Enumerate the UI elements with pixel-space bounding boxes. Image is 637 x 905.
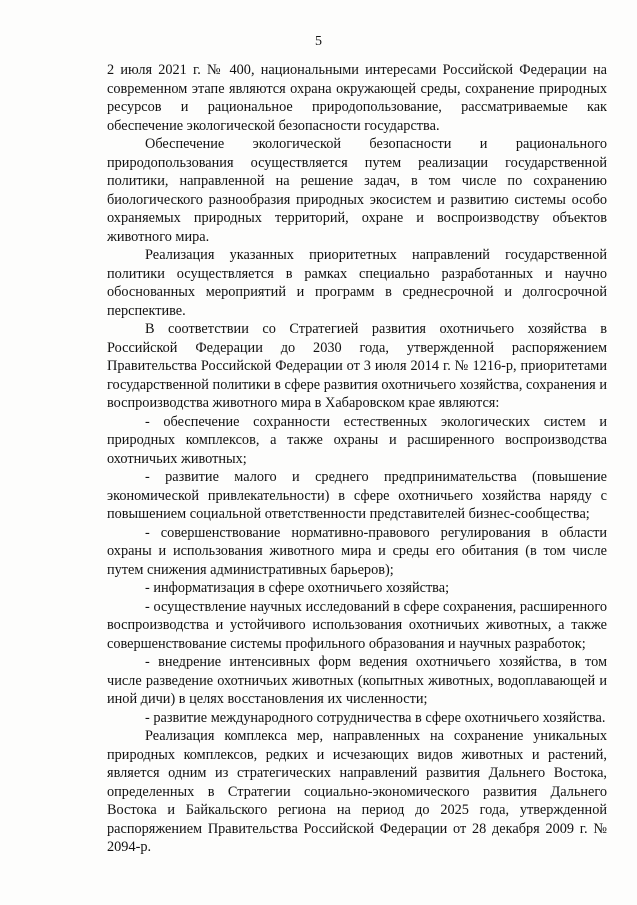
- paragraph-far-east-strategy: Реализация комплекса мер, направленных на сохранение уникальных природных комплексов, редких и исчезающих видов животных и растений, является одним из стратегических направлений развития Дальнего Востока, определенных в Стратегии социально-экономического развития Дальнего Востока и Байкальского региона на период до 2025 года, утвержденной распоряжением Правительства Российской Федерации от 28 декабря 2009 г. № 2094-р.: [107, 728, 607, 855]
- list-item: - информатизация в сфере охотничьего хозяйства;: [145, 580, 450, 596]
- list-item: - обеспечение сохранности естественных экологических систем и природных комплексов, а также охраны и расширенного воспроизводства охотничьих животных;: [107, 413, 607, 467]
- list-item: - развитие малого и среднего предпринимательства (повышение экономической привлекательности) в сфере охотничьего хозяйства наряду с повышением социальной ответственности представителей бизнес-сообщества;: [107, 469, 607, 522]
- document-body: [107, 61, 607, 857]
- page-number: 5: [315, 34, 322, 49]
- paragraph-ecological-safety: Обеспечение экологической безопасности и рационального природопользования осуществляется путем реализации государственной политики, направленной на решение задач, в том числе по сохранению биологического разнообразия природных экосистем и развитию системы особо охраняемых природных территорий, охране и воспроизводству объектов животного мира.: [107, 136, 607, 245]
- list-item: - развитие международного сотрудничества в сфере охотничьего хозяйства.: [145, 709, 606, 726]
- list-item: - осуществление научных исследований в сфере сохранения, расширенного воспроизводства и устойчивого использования охотничьих животных, а также совершенствование системы профильного образования и научных разработок;: [107, 598, 607, 652]
- paragraph-intro: 2 июля 2021 г. № 400, национальными интересами Российской Федерации на современном этапе являются охрана окружающей среды, сохранение природных ресурсов и рациональное природопользование, рассматриваемые как обеспечение экологической безопасности государства.: [107, 62, 607, 134]
- list-item: - внедрение интенсивных форм ведения охотничьего хозяйства, в том числе разведение охотничьих животных (копытных животных, водоплавающей и иной дичи) в целях восстановления их численности;: [107, 654, 607, 707]
- paragraph-hunting-strategy: В соответствии со Стратегией развития охотничьего хозяйства в Российской Федерации до 2030 года, утвержденной распоряжением Правительства Российской Федерации от 3 июля 2014 г. № 1216-р, приоритетами государственной политики в сфере развития охотничьего хозяйства, сохранения и воспроизводства животного мира в Хабаровском крае являются:: [107, 321, 607, 411]
- list-item: - совершенствование нормативно-правового регулирования в области охраны и использования животного мира и среды его обитания (в том числе путем снижения административных барьеров);: [107, 524, 607, 578]
- paragraph-priorities-implementation: Реализация указанных приоритетных направлений государственной политики осуществляется в рамках специально разработанных и научно обоснованных мероприятий и программ в среднесрочной и долгосрочной перспективе.: [107, 247, 607, 319]
